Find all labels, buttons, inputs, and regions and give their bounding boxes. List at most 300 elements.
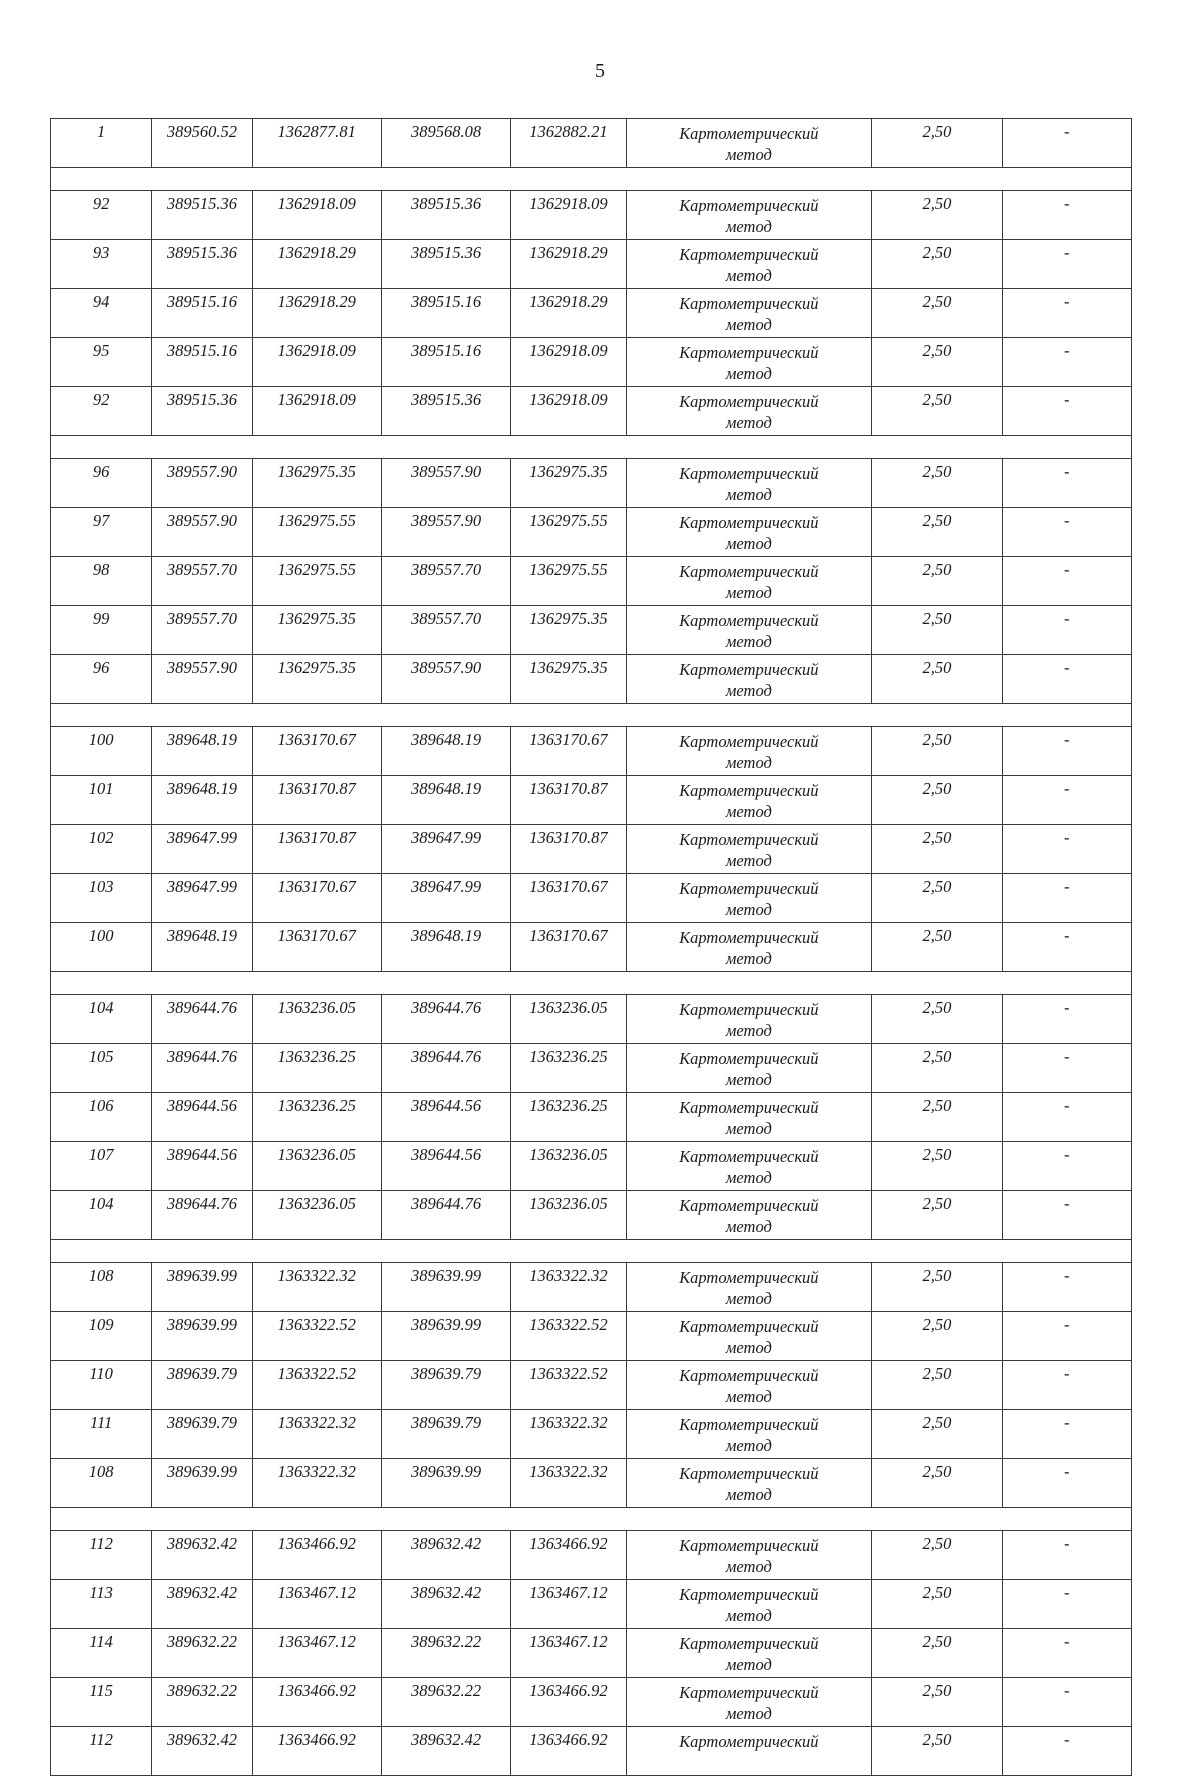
point-number-cell: 97: [51, 508, 152, 557]
y-coordinate-new-cell: 1363236.25: [511, 1093, 626, 1142]
table-row: [51, 1263, 1132, 1312]
description-cell: -: [1002, 1678, 1131, 1727]
y-coordinate-new-cell: 1362882.21: [511, 119, 626, 168]
method-line: Картометрический: [679, 928, 819, 947]
point-number-cell: 113: [51, 1580, 152, 1629]
description-cell: -: [1002, 1531, 1131, 1580]
method-cell: [626, 1678, 872, 1727]
y-coordinate-new-cell: 1363466.92: [511, 1678, 626, 1727]
table-row: [51, 923, 1132, 972]
accuracy-cell: 2,50: [872, 191, 1002, 240]
x-coordinate-new-cell: 389644.56: [381, 1142, 510, 1191]
method-line: метод: [725, 1289, 772, 1308]
method-line: Картометрический: [679, 1464, 819, 1483]
accuracy-cell: 2,50: [872, 1727, 1002, 1776]
table-row: [51, 459, 1132, 508]
y-coordinate-new-cell: 1363170.87: [511, 776, 626, 825]
method-line: Картометрический: [679, 781, 819, 800]
x-coordinate-new-cell: 389515.36: [381, 387, 510, 436]
method-cell: [626, 387, 872, 436]
method-cell: [626, 508, 872, 557]
y-coordinate-new-cell: 1362918.29: [511, 240, 626, 289]
method-cell: [626, 557, 872, 606]
x-coordinate-new-cell: 389557.70: [381, 557, 510, 606]
y-coordinate-new-cell: 1363322.32: [511, 1459, 626, 1508]
point-number-cell: 105: [51, 1044, 152, 1093]
description-cell: -: [1002, 1312, 1131, 1361]
x-coordinate-cell: 389639.99: [152, 1312, 252, 1361]
accuracy-cell: 2,50: [872, 338, 1002, 387]
method-line: метод: [725, 1338, 772, 1357]
x-coordinate-new-cell: 389632.42: [381, 1580, 510, 1629]
method-line: Картометрический: [679, 732, 819, 751]
method-line: Картометрический: [679, 1536, 819, 1555]
y-coordinate-cell: 1363467.12: [252, 1629, 381, 1678]
point-number-cell: 104: [51, 995, 152, 1044]
method-line: Картометрический: [679, 1366, 819, 1385]
accuracy-cell: 2,50: [872, 119, 1002, 168]
y-coordinate-cell: 1362975.35: [252, 459, 381, 508]
y-coordinate-new-cell: 1363170.87: [511, 825, 626, 874]
x-coordinate-cell: 389515.36: [152, 240, 252, 289]
y-coordinate-cell: 1363236.05: [252, 1191, 381, 1240]
description-cell: -: [1002, 387, 1131, 436]
description-cell: -: [1002, 606, 1131, 655]
method-line: Картометрический: [679, 1317, 819, 1336]
table-row: [51, 874, 1132, 923]
method-cell: [626, 776, 872, 825]
method-cell: [626, 338, 872, 387]
accuracy-cell: 2,50: [872, 1093, 1002, 1142]
method-line: метод: [725, 364, 772, 383]
method-line: Картометрический: [679, 879, 819, 898]
table-row: [51, 1727, 1132, 1776]
y-coordinate-new-cell: 1362975.55: [511, 557, 626, 606]
x-coordinate-new-cell: 389515.36: [381, 191, 510, 240]
y-coordinate-cell: 1362975.35: [252, 655, 381, 704]
point-number-cell: 102: [51, 825, 152, 874]
table-row: [51, 1312, 1132, 1361]
x-coordinate-cell: 389639.79: [152, 1410, 252, 1459]
accuracy-cell: 2,50: [872, 923, 1002, 972]
method-cell: [626, 606, 872, 655]
y-coordinate-cell: 1363170.67: [252, 923, 381, 972]
description-cell: -: [1002, 727, 1131, 776]
accuracy-cell: 2,50: [872, 606, 1002, 655]
accuracy-cell: 2,50: [872, 1361, 1002, 1410]
y-coordinate-new-cell: 1363236.05: [511, 995, 626, 1044]
x-coordinate-new-cell: 389644.76: [381, 1191, 510, 1240]
method-cell: [626, 119, 872, 168]
accuracy-cell: 2,50: [872, 1410, 1002, 1459]
accuracy-cell: 2,50: [872, 387, 1002, 436]
x-coordinate-cell: 389639.99: [152, 1263, 252, 1312]
method-line: метод: [725, 1168, 772, 1187]
method-line: Картометрический: [679, 1683, 819, 1702]
x-coordinate-new-cell: 389515.16: [381, 289, 510, 338]
point-number-cell: 96: [51, 459, 152, 508]
y-coordinate-new-cell: 1362918.29: [511, 289, 626, 338]
x-coordinate-new-cell: 389639.79: [381, 1410, 510, 1459]
point-number-cell: 101: [51, 776, 152, 825]
x-coordinate-new-cell: 389568.08: [381, 119, 510, 168]
x-coordinate-cell: 389515.16: [152, 289, 252, 338]
y-coordinate-cell: 1363236.25: [252, 1093, 381, 1142]
x-coordinate-cell: 389644.56: [152, 1142, 252, 1191]
x-coordinate-new-cell: 389639.99: [381, 1312, 510, 1361]
x-coordinate-new-cell: 389557.90: [381, 655, 510, 704]
y-coordinate-new-cell: 1363467.12: [511, 1580, 626, 1629]
x-coordinate-cell: 389515.36: [152, 191, 252, 240]
method-line: метод: [725, 1070, 772, 1089]
method-line: Картометрический: [679, 1196, 819, 1215]
x-coordinate-cell: 389639.79: [152, 1361, 252, 1410]
method-cell: [626, 1263, 872, 1312]
y-coordinate-cell: 1362975.35: [252, 606, 381, 655]
point-number-cell: 103: [51, 874, 152, 923]
method-line: Картометрический: [679, 562, 819, 581]
description-cell: -: [1002, 119, 1131, 168]
method-line: метод: [725, 1557, 772, 1576]
y-coordinate-cell: 1363322.32: [252, 1410, 381, 1459]
x-coordinate-new-cell: 389648.19: [381, 776, 510, 825]
method-cell: [626, 1191, 872, 1240]
x-coordinate-cell: 389515.16: [152, 338, 252, 387]
separator-cell: [51, 436, 1132, 459]
group-separator-row: [51, 168, 1132, 191]
table-row: [51, 1629, 1132, 1678]
y-coordinate-cell: 1363170.67: [252, 874, 381, 923]
accuracy-cell: 2,50: [872, 508, 1002, 557]
y-coordinate-new-cell: 1362975.35: [511, 459, 626, 508]
description-cell: -: [1002, 508, 1131, 557]
y-coordinate-new-cell: 1363322.32: [511, 1263, 626, 1312]
group-separator-row: [51, 704, 1132, 727]
y-coordinate-cell: 1363466.92: [252, 1727, 381, 1776]
table-row: [51, 1142, 1132, 1191]
y-coordinate-new-cell: 1363170.67: [511, 923, 626, 972]
point-number-cell: 112: [51, 1531, 152, 1580]
description-cell: -: [1002, 1361, 1131, 1410]
accuracy-cell: 2,50: [872, 557, 1002, 606]
accuracy-cell: 2,50: [872, 1263, 1002, 1312]
table-row: [51, 1361, 1132, 1410]
method-cell: [626, 1044, 872, 1093]
point-number-cell: 104: [51, 1191, 152, 1240]
y-coordinate-cell: 1363170.87: [252, 825, 381, 874]
description-cell: -: [1002, 1191, 1131, 1240]
method-cell: [626, 1142, 872, 1191]
x-coordinate-cell: 389632.42: [152, 1531, 252, 1580]
y-coordinate-cell: 1362975.55: [252, 508, 381, 557]
method-cell: [626, 1580, 872, 1629]
description-cell: -: [1002, 1142, 1131, 1191]
y-coordinate-cell: 1363236.05: [252, 1142, 381, 1191]
method-line: метод: [725, 1119, 772, 1138]
method-line: метод: [725, 851, 772, 870]
method-line: метод: [725, 413, 772, 432]
table-row: [51, 191, 1132, 240]
separator-cell: [51, 1240, 1132, 1263]
table-row: [51, 1093, 1132, 1142]
method-line: Картометрический: [679, 343, 819, 362]
y-coordinate-new-cell: 1362918.09: [511, 387, 626, 436]
separator-cell: [51, 704, 1132, 727]
method-line: Картометрический: [679, 1585, 819, 1604]
y-coordinate-new-cell: 1363466.92: [511, 1531, 626, 1580]
x-coordinate-cell: 389644.76: [152, 1191, 252, 1240]
x-coordinate-new-cell: 389632.22: [381, 1629, 510, 1678]
point-number-cell: 112: [51, 1727, 152, 1776]
point-number-cell: 92: [51, 387, 152, 436]
point-number-cell: 108: [51, 1459, 152, 1508]
method-cell: [626, 1410, 872, 1459]
description-cell: -: [1002, 289, 1131, 338]
point-number-cell: 98: [51, 557, 152, 606]
table-row: [51, 825, 1132, 874]
method-line: метод: [725, 1606, 772, 1625]
method-cell: [626, 1629, 872, 1678]
y-coordinate-cell: 1363236.25: [252, 1044, 381, 1093]
separator-cell: [51, 972, 1132, 995]
method-line: метод: [725, 217, 772, 236]
point-number-cell: 1: [51, 119, 152, 168]
point-number-cell: 109: [51, 1312, 152, 1361]
table-row: [51, 387, 1132, 436]
table-row: [51, 655, 1132, 704]
y-coordinate-new-cell: 1362975.55: [511, 508, 626, 557]
x-coordinate-cell: 389557.70: [152, 557, 252, 606]
point-number-cell: 107: [51, 1142, 152, 1191]
point-number-cell: 96: [51, 655, 152, 704]
description-cell: -: [1002, 776, 1131, 825]
accuracy-cell: 2,50: [872, 1044, 1002, 1093]
method-line: метод: [725, 145, 772, 164]
accuracy-cell: 2,50: [872, 874, 1002, 923]
point-number-cell: 111: [51, 1410, 152, 1459]
x-coordinate-cell: 389632.22: [152, 1629, 252, 1678]
x-coordinate-cell: 389647.99: [152, 874, 252, 923]
description-cell: -: [1002, 191, 1131, 240]
x-coordinate-cell: 389648.19: [152, 727, 252, 776]
method-cell: [626, 1093, 872, 1142]
table-row: [51, 557, 1132, 606]
accuracy-cell: 2,50: [872, 655, 1002, 704]
method-line: Картометрический: [679, 1098, 819, 1117]
method-line: метод: [725, 949, 772, 968]
method-cell: [626, 825, 872, 874]
point-number-cell: 95: [51, 338, 152, 387]
method-line: метод: [725, 1217, 772, 1236]
y-coordinate-cell: 1362918.09: [252, 387, 381, 436]
x-coordinate-new-cell: 389639.99: [381, 1263, 510, 1312]
method-line: Картометрический: [679, 245, 819, 264]
method-line: метод: [725, 1436, 772, 1455]
method-cell: [626, 874, 872, 923]
x-coordinate-new-cell: 389647.99: [381, 874, 510, 923]
x-coordinate-new-cell: 389639.99: [381, 1459, 510, 1508]
x-coordinate-new-cell: 389644.76: [381, 1044, 510, 1093]
x-coordinate-new-cell: 389632.22: [381, 1678, 510, 1727]
x-coordinate-new-cell: 389644.76: [381, 995, 510, 1044]
x-coordinate-cell: 389639.99: [152, 1459, 252, 1508]
accuracy-cell: 2,50: [872, 1191, 1002, 1240]
y-coordinate-new-cell: 1362975.35: [511, 655, 626, 704]
method-line: метод: [725, 753, 772, 772]
method-cell: [626, 1312, 872, 1361]
method-cell: [626, 655, 872, 704]
description-cell: -: [1002, 557, 1131, 606]
coordinates-table: [50, 118, 1132, 1776]
y-coordinate-new-cell: 1363236.05: [511, 1191, 626, 1240]
x-coordinate-cell: 389557.90: [152, 655, 252, 704]
description-cell: -: [1002, 338, 1131, 387]
y-coordinate-new-cell: 1362918.09: [511, 338, 626, 387]
table-row: [51, 508, 1132, 557]
description-cell: -: [1002, 1263, 1131, 1312]
y-coordinate-cell: 1362975.55: [252, 557, 381, 606]
description-cell: -: [1002, 1044, 1131, 1093]
table-row: [51, 995, 1132, 1044]
description-cell: -: [1002, 995, 1131, 1044]
method-cell: [626, 1727, 872, 1776]
accuracy-cell: 2,50: [872, 1678, 1002, 1727]
description-cell: -: [1002, 1093, 1131, 1142]
y-coordinate-new-cell: 1363170.67: [511, 727, 626, 776]
method-cell: [626, 240, 872, 289]
method-line: Картометрический: [679, 1634, 819, 1653]
table-row: [51, 1410, 1132, 1459]
y-coordinate-new-cell: 1363467.12: [511, 1629, 626, 1678]
table-row: [51, 240, 1132, 289]
accuracy-cell: 2,50: [872, 1142, 1002, 1191]
description-cell: -: [1002, 240, 1131, 289]
method-line: Картометрический: [679, 294, 819, 313]
y-coordinate-cell: 1362918.09: [252, 338, 381, 387]
group-separator-row: [51, 436, 1132, 459]
method-line: Картометрический: [679, 464, 819, 483]
method-line: метод: [725, 900, 772, 919]
method-cell: [626, 191, 872, 240]
method-line: Картометрический: [679, 1000, 819, 1019]
y-coordinate-cell: 1363170.67: [252, 727, 381, 776]
y-coordinate-cell: 1363170.87: [252, 776, 381, 825]
group-separator-row: [51, 1508, 1132, 1531]
method-line: метод: [725, 1387, 772, 1406]
y-coordinate-new-cell: 1363322.52: [511, 1312, 626, 1361]
description-cell: -: [1002, 1410, 1131, 1459]
x-coordinate-cell: 389557.90: [152, 459, 252, 508]
description-cell: -: [1002, 1580, 1131, 1629]
method-line: Картометрический: [679, 611, 819, 630]
point-number-cell: 93: [51, 240, 152, 289]
y-coordinate-cell: 1363467.12: [252, 1580, 381, 1629]
y-coordinate-cell: 1362918.29: [252, 289, 381, 338]
y-coordinate-cell: 1363466.92: [252, 1678, 381, 1727]
y-coordinate-new-cell: 1362975.35: [511, 606, 626, 655]
table-row: [51, 1044, 1132, 1093]
method-line: метод: [725, 1655, 772, 1674]
method-line: метод: [725, 583, 772, 602]
y-coordinate-new-cell: 1362918.09: [511, 191, 626, 240]
table-row: [51, 727, 1132, 776]
y-coordinate-cell: 1363466.92: [252, 1531, 381, 1580]
table-row: [51, 1459, 1132, 1508]
y-coordinate-cell: 1362877.81: [252, 119, 381, 168]
method-line: метод: [725, 1704, 772, 1723]
x-coordinate-new-cell: 389648.19: [381, 923, 510, 972]
x-coordinate-new-cell: 389648.19: [381, 727, 510, 776]
description-cell: -: [1002, 1629, 1131, 1678]
point-number-cell: 108: [51, 1263, 152, 1312]
x-coordinate-new-cell: 389639.79: [381, 1361, 510, 1410]
method-line: метод: [725, 632, 772, 651]
group-separator-row: [51, 972, 1132, 995]
method-cell: [626, 289, 872, 338]
x-coordinate-cell: 389644.76: [152, 1044, 252, 1093]
method-line: Картометрический: [679, 1732, 819, 1751]
accuracy-cell: 2,50: [872, 776, 1002, 825]
method-line: метод: [725, 485, 772, 504]
method-line: Картометрический: [679, 660, 819, 679]
x-coordinate-new-cell: 389515.16: [381, 338, 510, 387]
table-row: [51, 1580, 1132, 1629]
description-cell: -: [1002, 923, 1131, 972]
point-number-cell: 92: [51, 191, 152, 240]
x-coordinate-cell: 389632.42: [152, 1580, 252, 1629]
table-row: [51, 289, 1132, 338]
method-cell: [626, 459, 872, 508]
y-coordinate-cell: 1363236.05: [252, 995, 381, 1044]
accuracy-cell: 2,50: [872, 1629, 1002, 1678]
accuracy-cell: 2,50: [872, 995, 1002, 1044]
method-cell: [626, 1531, 872, 1580]
accuracy-cell: 2,50: [872, 459, 1002, 508]
point-number-cell: 114: [51, 1629, 152, 1678]
x-coordinate-cell: 389515.36: [152, 387, 252, 436]
method-cell: [626, 995, 872, 1044]
method-line: метод: [725, 1485, 772, 1504]
accuracy-cell: 2,50: [872, 825, 1002, 874]
table-row: [51, 1531, 1132, 1580]
method-line: Картометрический: [679, 513, 819, 532]
method-line: Картометрический: [679, 1268, 819, 1287]
x-coordinate-new-cell: 389644.56: [381, 1093, 510, 1142]
point-number-cell: 99: [51, 606, 152, 655]
y-coordinate-new-cell: 1363170.67: [511, 874, 626, 923]
point-number-cell: 94: [51, 289, 152, 338]
separator-cell: [51, 168, 1132, 191]
point-number-cell: 100: [51, 727, 152, 776]
table-row: [51, 119, 1132, 168]
x-coordinate-cell: 389644.76: [152, 995, 252, 1044]
x-coordinate-cell: 389648.19: [152, 776, 252, 825]
point-number-cell: 106: [51, 1093, 152, 1142]
method-line: Картометрический: [679, 124, 819, 143]
table-row: [51, 1678, 1132, 1727]
x-coordinate-cell: 389648.19: [152, 923, 252, 972]
description-cell: -: [1002, 1727, 1131, 1776]
method-line: метод: [725, 266, 772, 285]
separator-cell: [51, 1508, 1132, 1531]
x-coordinate-cell: 389557.70: [152, 606, 252, 655]
method-line: метод: [725, 681, 772, 700]
accuracy-cell: 2,50: [872, 1312, 1002, 1361]
point-number-cell: 100: [51, 923, 152, 972]
group-separator-row: [51, 1240, 1132, 1263]
method-cell: [626, 1459, 872, 1508]
y-coordinate-cell: 1363322.52: [252, 1312, 381, 1361]
